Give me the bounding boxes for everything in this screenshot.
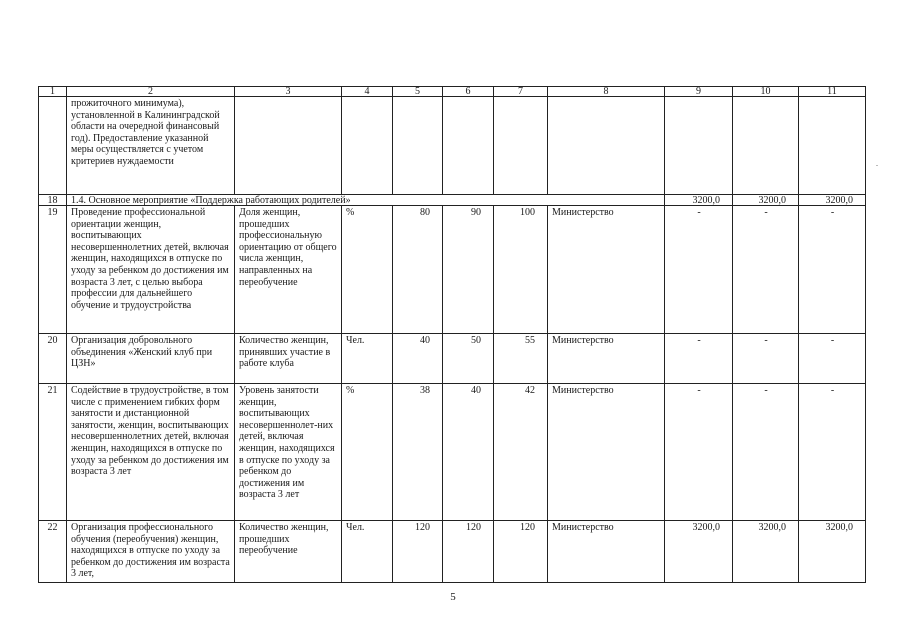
scan-speck [876,165,878,166]
table-cell [443,97,494,195]
header-cell: 8 [548,87,665,97]
unit-cell: Чел. [342,334,393,384]
header-cell: 9 [665,87,733,97]
header-cell: 1 [39,87,67,97]
header-cell: 6 [443,87,494,97]
page-number: 5 [450,591,456,603]
table-cell [665,97,733,195]
table-row [39,206,866,334]
table-cell [342,97,393,195]
header-cell: 4 [342,87,393,97]
table-cell [235,97,342,195]
section-title: 1.4. Основное мероприятие «Поддержка работающих родителей» [67,195,665,206]
value-7: 100 [494,206,548,334]
row-number: 19 [39,206,67,334]
value-10: - [733,334,799,384]
value-11: - [799,206,866,334]
row-number: 18 [39,195,67,206]
indicator-cell: Уровень занятости женщин, воспитывающих несовершеннолет-них детей, включая женщин, находящихся в отпуске по уходу за ребенком до достижения им возраста 3 лет [235,384,342,521]
value-5: 38 [393,384,443,521]
value-9: - [665,334,733,384]
executor-cell: Министерство [548,384,665,521]
indicator-cell: Количество женщин, прошедших переобучение [235,521,342,583]
value-9: 3200,0 [665,521,733,583]
executor-cell: Министерство [548,521,665,583]
unit-cell: % [342,206,393,334]
row-number: 21 [39,384,67,521]
table-cell [393,97,443,195]
value-11: 3200,0 [799,521,866,583]
header-cell: 5 [393,87,443,97]
table-cell [548,97,665,195]
program-table [38,86,866,583]
value-7: 42 [494,384,548,521]
value-10: - [733,384,799,521]
row-number: 20 [39,334,67,384]
value-6: 40 [443,384,494,521]
unit-cell: % [342,384,393,521]
table-cell [39,97,67,195]
activity-cell: Организация добровольного объединения «Женский клуб при ЦЗН» [67,334,235,384]
header-cell: 7 [494,87,548,97]
value-9: - [665,206,733,334]
value-9: 3200,0 [665,195,733,206]
value-9: - [665,384,733,521]
header-cell: 3 [235,87,342,97]
value-7: 55 [494,334,548,384]
unit-cell: Чел. [342,521,393,583]
table-row [39,334,866,384]
value-5: 40 [393,334,443,384]
value-10: - [733,206,799,334]
value-11: - [799,334,866,384]
section-row [39,195,866,206]
header-cell: 10 [733,87,799,97]
value-10: 3200,0 [733,521,799,583]
value-11: 3200,0 [799,195,866,206]
value-6: 50 [443,334,494,384]
value-5: 80 [393,206,443,334]
table-cell [799,97,866,195]
value-7: 120 [494,521,548,583]
indicator-cell: Доля женщин, прошедших профессиональную ориентацию от общего числа женщин, направленных на переобучение [235,206,342,334]
activity-cell: Организация профессионального обучения (переобучения) женщин, находящихся в отпуске по уходу за ребенком до достижения им возраста 3 лет, [67,521,235,583]
value-6: 120 [443,521,494,583]
executor-cell: Министерство [548,206,665,334]
continuation-row [39,97,866,195]
program-table-container [38,86,866,583]
indicator-cell: Количество женщин, принявших участие в работе клуба [235,334,342,384]
header-cell: 11 [799,87,866,97]
header-cell: 2 [67,87,235,97]
value-6: 90 [443,206,494,334]
executor-cell: Министерство [548,334,665,384]
table-row [39,521,866,583]
value-10: 3200,0 [733,195,799,206]
header-row [39,87,866,97]
table-cell [733,97,799,195]
row-number: 22 [39,521,67,583]
value-11: - [799,384,866,521]
activity-cell: Содействие в трудоустройстве, в том числе с применением гибких форм занятости и дистанционной занятости, женщин, воспитывающих несовершеннолетних детей, включая женщин, находящихся в отпуске по уходу за ребенком до достижения им возраста 3 лет [67,384,235,521]
table-cell [494,97,548,195]
activity-cell: Проведение профессиональной ориентации женщин, воспитывающих несовершеннолетних детей, включая женщин, находящихся в отпуске по уходу за ребенком до достижения им возраста 3 лет, с целью выбора профессии для дальнейшего обучение и трудоустройства [67,206,235,334]
table-row [39,384,866,521]
continuation-text: прожиточного минимума), установленной в Калининградской области на очередной финансовый год). Предоставление указанной меры осуществляется с учетом критериев нуждаемости [67,97,235,195]
value-5: 120 [393,521,443,583]
